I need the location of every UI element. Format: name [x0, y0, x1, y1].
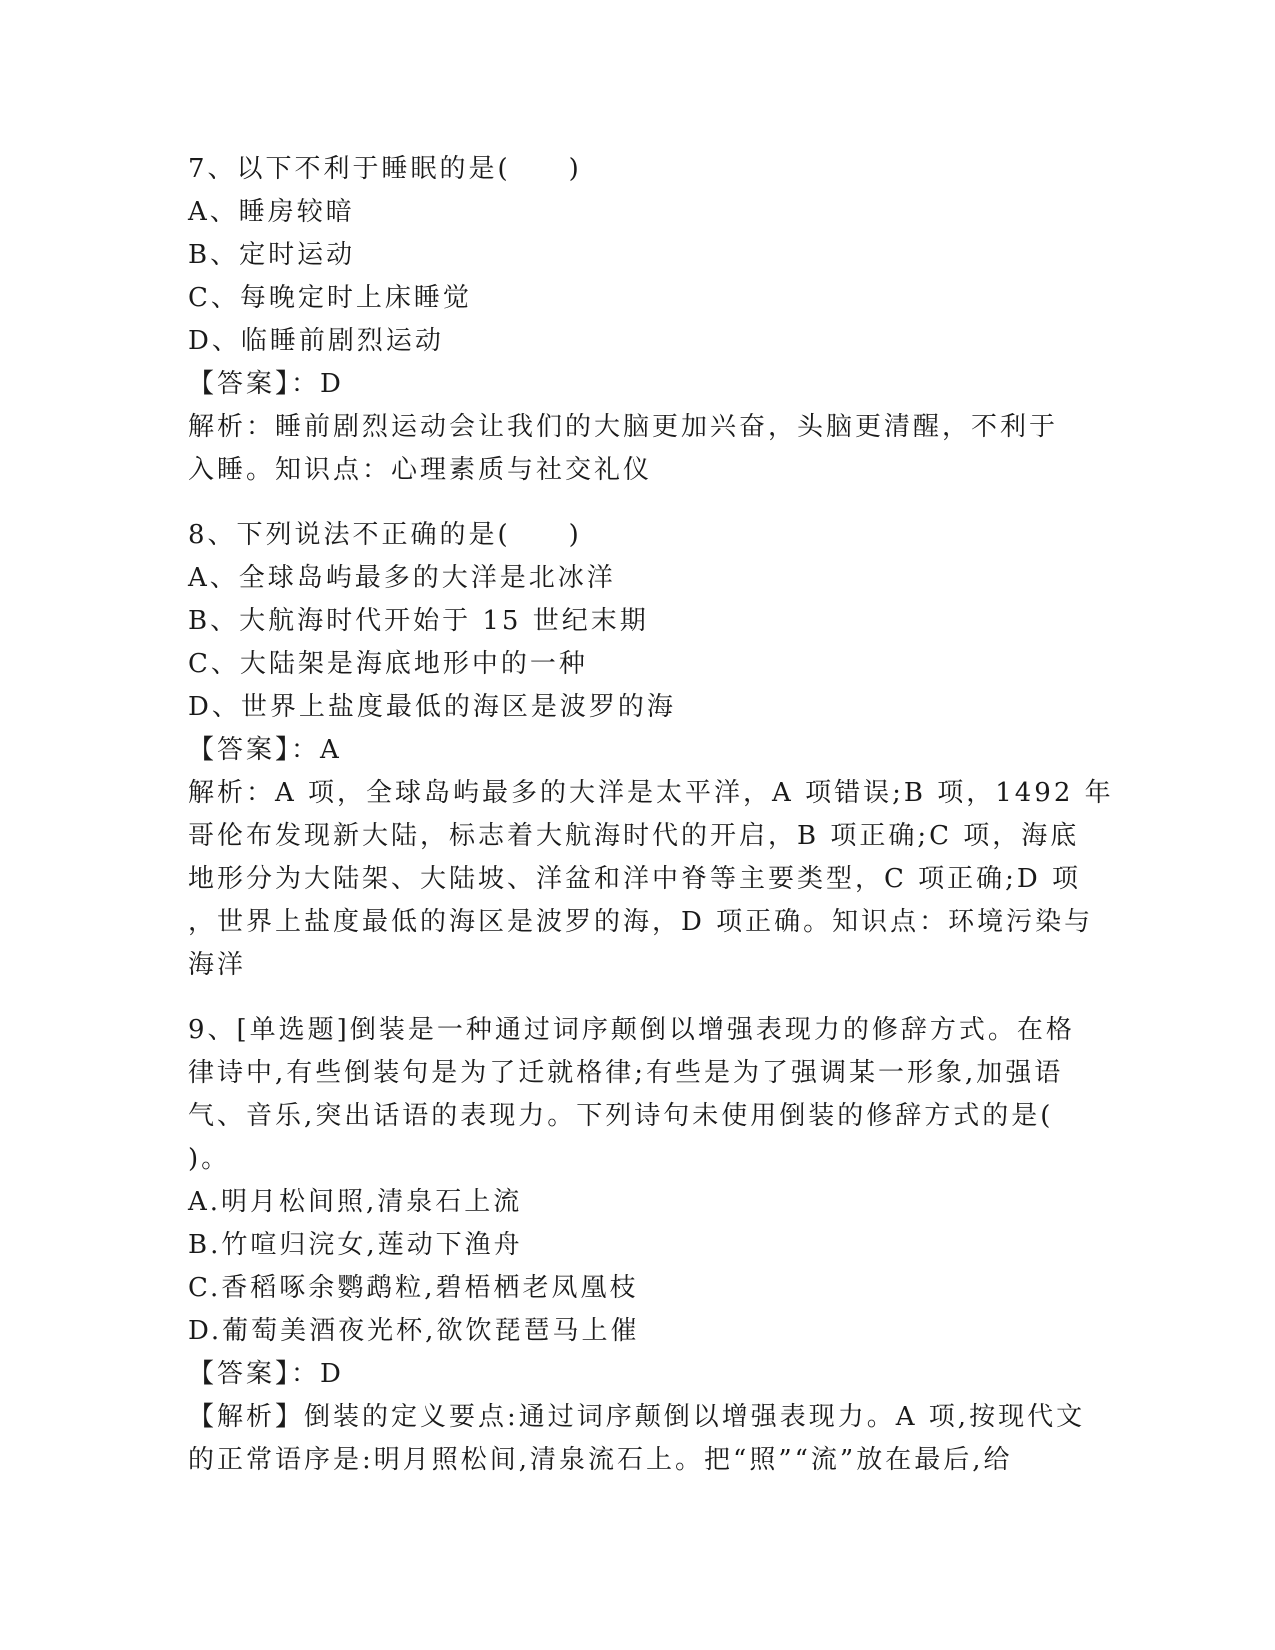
- question-block-8: [188, 514, 1114, 987]
- spacer: [188, 987, 1088, 1009]
- option-d: D、临睡前剧烈运动: [188, 326, 444, 356]
- option-b: B.竹喧归浣女,莲动下渔舟: [188, 1230, 523, 1260]
- option-c: C.香稻啄余鹦鹉粒,碧梧栖老凤凰枝: [188, 1273, 639, 1303]
- option-d: D、世界上盐度最低的海区是波罗的海: [188, 692, 676, 722]
- option-c: C、每晚定时上床睡觉: [188, 283, 472, 313]
- option-b: B、大航海时代开始于 15 世纪末期: [188, 606, 649, 636]
- option-a: A.明月松间照,清泉石上流: [188, 1187, 523, 1217]
- question-stem: 气、音乐,突出话语的表现力。下列诗句未使用倒装的修辞方式的是(: [188, 1101, 1054, 1131]
- analysis-line: 【解析】倒装的定义要点:通过词序颠倒以增强表现力。A 项,按现代文: [188, 1402, 1086, 1432]
- option-a: A、全球岛屿最多的大洋是北冰洋: [188, 563, 616, 593]
- analysis-line: 哥伦布发现新大陆，标志着大航海时代的开启，B 项正确;C 项，海底: [188, 821, 1080, 851]
- question-block-7: [188, 148, 1088, 492]
- analysis-line: 解析：睡前剧烈运动会让我们的大脑更加兴奋，头脑更清醒，不利于: [188, 412, 1059, 442]
- analysis-line: 海洋: [188, 950, 247, 980]
- option-a: A、睡房较暗: [188, 197, 355, 227]
- question-stem: )。: [188, 1144, 231, 1174]
- analysis-line: 入睡。知识点：心理素质与社交礼仪: [188, 455, 653, 485]
- question-stem: 律诗中,有些倒装句是为了迁就格律;有些是为了强调某一形象,加强语: [188, 1058, 1064, 1088]
- answer-line: 【答案】：D: [188, 369, 344, 399]
- question-stem: 9、[单选题]倒装是一种通过词序颠倒以增强表现力的修辞方式。在格: [188, 1015, 1075, 1045]
- answer-line: 【答案】：A: [188, 735, 342, 765]
- analysis-line: 解析：A 项，全球岛屿最多的大洋是太平洋，A 项错误;B 项，1492 年: [188, 778, 1114, 808]
- analysis-line: ，世界上盐度最低的海区是波罗的海，D 项正确。知识点：环境污染与: [188, 907, 1094, 937]
- option-d: D.葡萄美酒夜光杯,欲饮琵琶马上催: [188, 1316, 640, 1346]
- question-block-9: [188, 1009, 1088, 1482]
- analysis-line: 地形分为大陆架、大陆坡、洋盆和洋中脊等主要类型，C 项正确;D 项: [188, 864, 1082, 894]
- question-stem: 8、下列说法不正确的是( ): [188, 520, 582, 550]
- option-b: B、定时运动: [188, 240, 356, 270]
- option-c: C、大陆架是海底地形中的一种: [188, 649, 588, 679]
- question-stem: 7、以下不利于睡眠的是( ): [188, 154, 582, 184]
- answer-line: 【答案】：D: [188, 1359, 344, 1389]
- spacer: [188, 492, 1088, 514]
- analysis-line: 的正常语序是:明月照松间,清泉流石上。把“照”“流”放在最后,给: [188, 1445, 1013, 1475]
- document-page: [188, 148, 1114, 1482]
